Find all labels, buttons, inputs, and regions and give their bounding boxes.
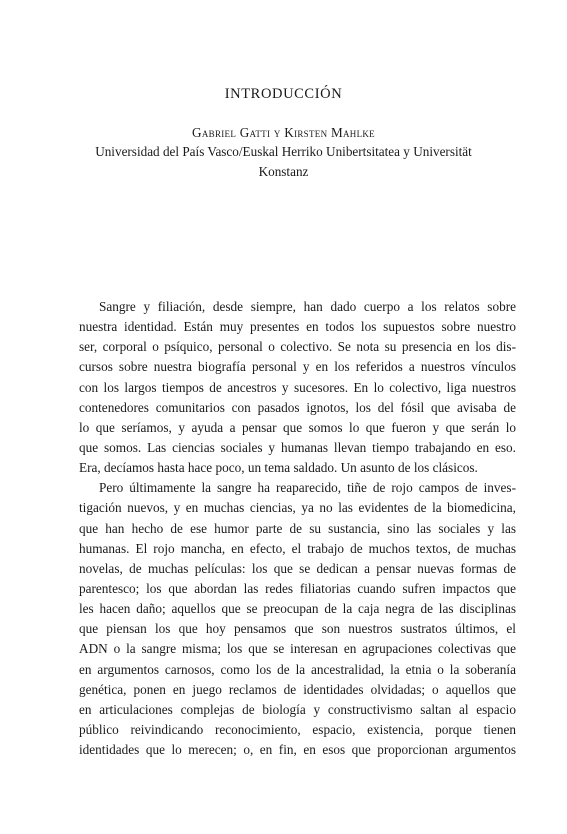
body-line: público reivindicando reconocimiento, espacio, existencia, porque tienen bbox=[79, 721, 516, 737]
body-line: cursos sobre nuestra biografía personal y en los referidos a nuestros vínculos bbox=[79, 359, 516, 375]
chapter-heading: INTRODUCCIÓN bbox=[224, 86, 343, 102]
body-line: que piensan los que hoy pensamos que son nuestros sustratos últimos, el bbox=[79, 621, 516, 637]
body-line: parentesco; los que abordan las redes filiatorias cuando sufren impactos que bbox=[79, 580, 516, 596]
body-line: novelas, de muchas películas: los que se dedican a pensar nuevas formas de bbox=[79, 560, 516, 576]
author-affiliation bbox=[70, 142, 497, 182]
chapter-authors: Gabriel Gatti y Kirsten Mahlke bbox=[192, 125, 375, 140]
body-line: contenedores comunitarios con pasados ignotos, los del fósil que avisaba de bbox=[79, 399, 516, 415]
body-line: genética, ponen en juego reclamos de identidades olvidadas; o aquellos que bbox=[79, 681, 516, 697]
affiliation-line: Konstanz bbox=[258, 164, 309, 179]
body-line: nuestra identidad. Están muy presentes en todos los supuestos sobre nuestro bbox=[79, 319, 516, 335]
body-line: Era, decíamos hasta hace poco, un tema saldado. Un asunto de los clásicos. bbox=[79, 460, 478, 476]
body-line: ADN o la sangre misma; los que se interesan en agrupaciones colectivas que bbox=[79, 641, 516, 657]
body-line: con los largos tiempos de ancestros y sucesores. En lo colectivo, liga nuestros bbox=[79, 379, 516, 395]
body-line: que han hecho de ese humor parte de su sustancia, sino las sociales y las bbox=[79, 520, 516, 536]
body-line: ser, corporal o psíquico, personal o colectivo. Se nota su presencia en los dis- bbox=[79, 339, 516, 355]
body-line: humanas. El rojo mancha, en efecto, el trabajo de muchos textos, de muchas bbox=[79, 540, 516, 556]
body-line: Pero últimamente la sangre ha reaparecido, tiñe de rojo campos de inves- bbox=[99, 480, 516, 496]
body-line: Sangre y filiación, desde siempre, han dado cuerpo a los relatos sobre bbox=[99, 299, 516, 314]
body-line: en argumentos carnosos, como los de la ancestralidad, la etnia o la soberanía bbox=[79, 661, 516, 677]
body-line: identidades que lo merecen; o, en fin, en esos que proporcionan argumentos bbox=[79, 742, 516, 758]
body-line: que somos. Las ciencias sociales y humanas llevan tiempo trabajando en eso. bbox=[79, 439, 516, 455]
body-line: les hacen daño; aquellos que se preocupan de la caja negra de las disciplinas bbox=[79, 601, 516, 617]
body-line: en articulaciones complejas de biología y constructivismo saltan al espacio bbox=[79, 701, 516, 717]
affiliation-line: Universidad del País Vasco/Euskal Herriko Unibertsitatea y Universität bbox=[95, 144, 472, 159]
body-line: lo que seríamos, y ayuda a pensar que somos lo que fueron y que serán lo bbox=[79, 419, 516, 435]
body-line: tigación nuevos, y en muchas ciencias, ya no las evidentes de la biomedicina, bbox=[79, 500, 516, 516]
body-text bbox=[79, 297, 516, 760]
